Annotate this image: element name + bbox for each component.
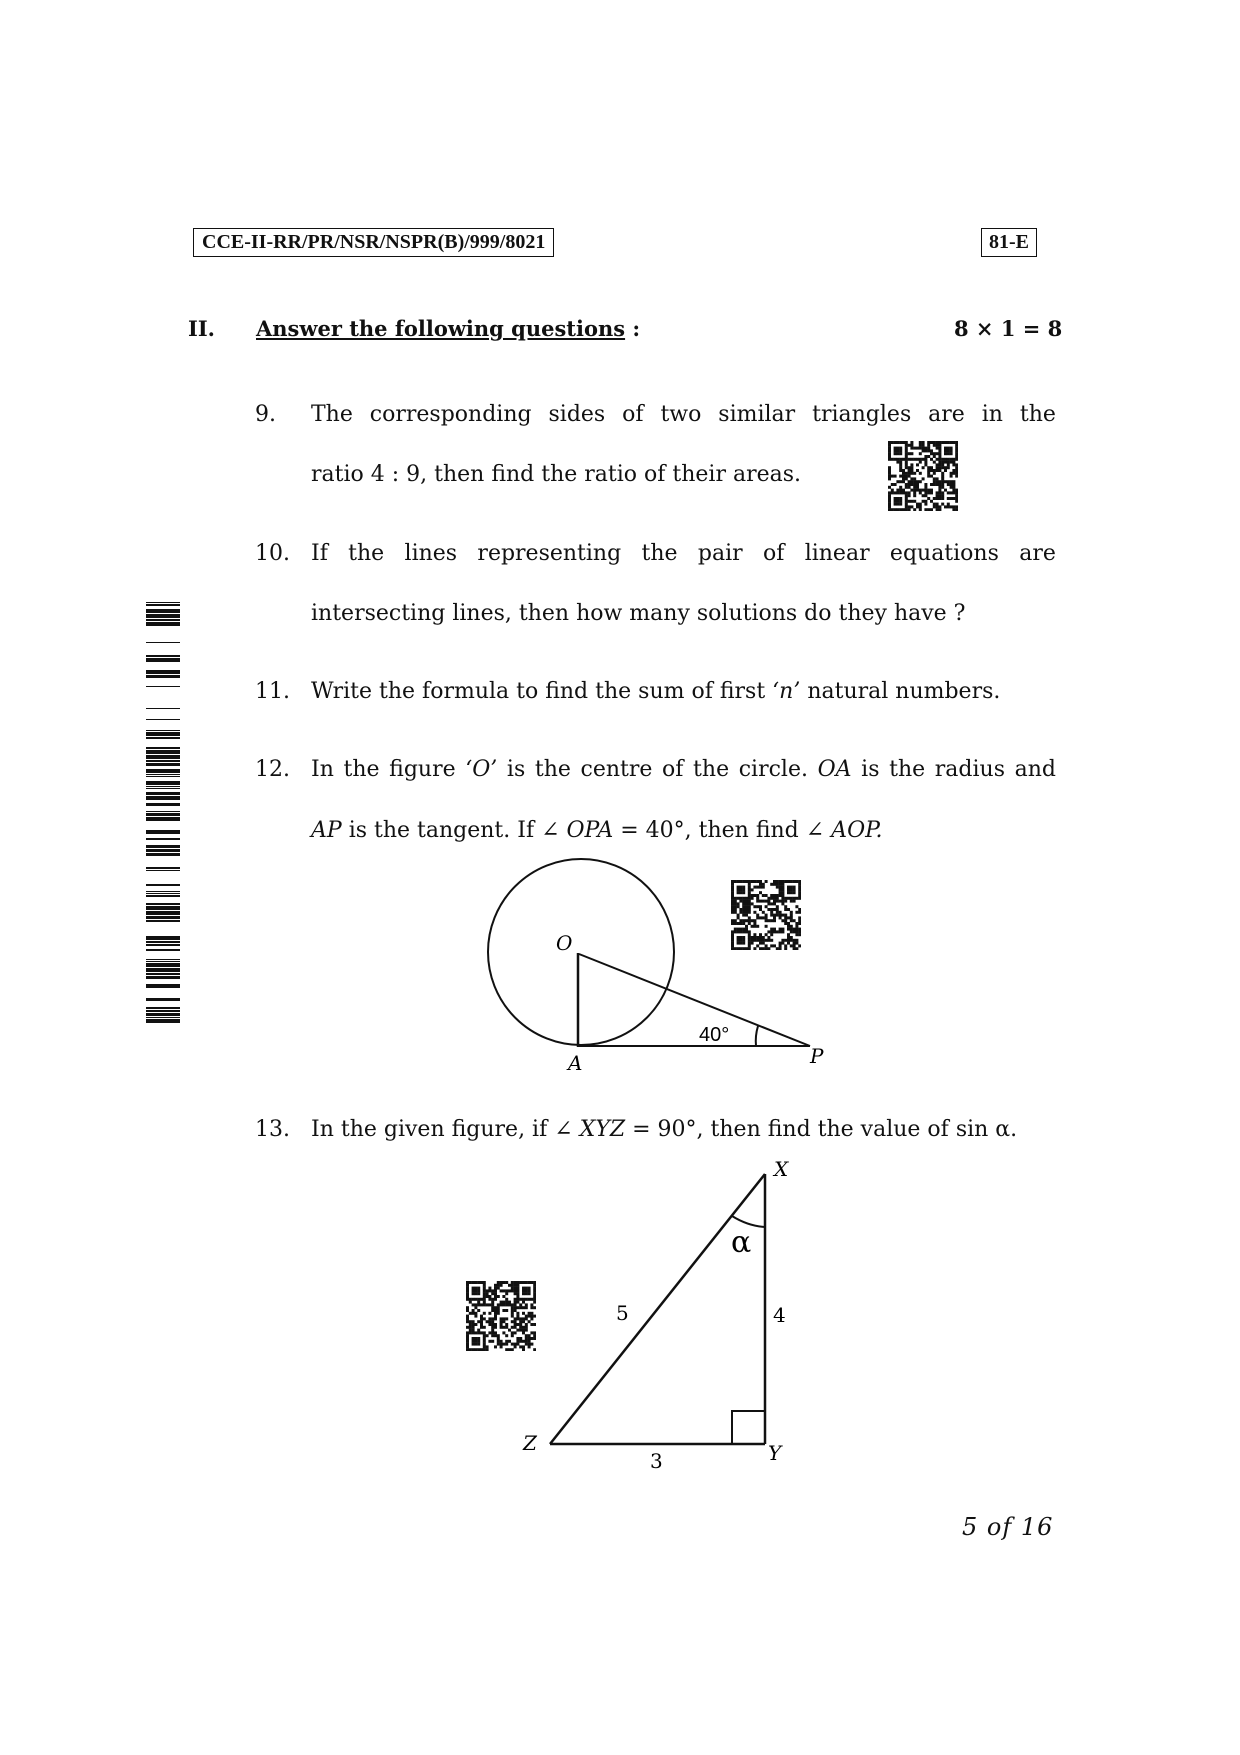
question-12-line-1 (311, 757, 1056, 782)
question-9-number: 9. (255, 402, 276, 427)
label-a: A (568, 1051, 583, 1075)
angle-label: 40° (699, 1024, 730, 1046)
question-13-text (311, 1117, 1017, 1142)
label-p: P (810, 1044, 824, 1068)
q9-word: The (311, 402, 353, 427)
q12-tangent-label: AP (311, 818, 342, 843)
question-11-text-b: natural numbers. (800, 679, 1001, 704)
paper-number: 81-E (981, 228, 1037, 257)
question-9-line-1 (311, 402, 1056, 427)
q13-text-d: = 90°, then find the value of sin α. (625, 1117, 1018, 1142)
q12-centre-label: ‘O’ (465, 757, 498, 782)
label-o: O (556, 931, 573, 955)
side-label-5: 5 (616, 1301, 629, 1325)
question-11-text-a: Write the formula to find the sum of first (311, 679, 773, 704)
q12-angle-opa: OPA (559, 818, 614, 843)
q9-word: similar (718, 402, 796, 427)
question-10-line-1 (311, 541, 1056, 566)
q12-text-b2: is the tangent. If (341, 818, 542, 843)
question-12-number: 12. (255, 757, 290, 782)
q9-word: corresponding (369, 402, 532, 427)
q10-word: equations (889, 541, 999, 566)
q13-angle-xyz: XYZ (572, 1117, 626, 1142)
barcode-bars (146, 602, 180, 1023)
question-10-line-2: intersecting lines, then how many solutions do they have ? (311, 601, 966, 626)
label-x: X (774, 1157, 789, 1181)
page-number: 5 of 16 (962, 1513, 1054, 1541)
question-10-number: 10. (255, 541, 290, 566)
circle (488, 859, 674, 1045)
section-title (256, 316, 640, 341)
q12-text-a: In the figure (311, 757, 466, 782)
qr-code-q9 (888, 441, 958, 511)
angle-symbol: ∠ (541, 818, 560, 843)
q9-word: of (622, 402, 644, 427)
q9-word: in (981, 402, 1003, 427)
question-11-text (311, 679, 1000, 704)
label-z: Z (523, 1431, 537, 1455)
qr-code-q12 (731, 880, 801, 950)
question-11-number: 11. (255, 679, 290, 704)
q10-word: representing (477, 541, 622, 566)
section-marks: 8 × 1 = 8 (954, 316, 1063, 341)
side-zx (550, 1174, 765, 1444)
q12-text-e: is the radius and (851, 757, 1056, 782)
angle-symbol: ∠ (554, 1117, 573, 1142)
label-y: Y (768, 1441, 782, 1465)
question-11-variable: ‘n’ (772, 679, 801, 704)
q10-word: the (641, 541, 678, 566)
qr-code-q13 (466, 1281, 536, 1351)
angle-arc (756, 1026, 758, 1046)
q10-word: pair (697, 541, 743, 566)
q9-word: triangles (812, 402, 912, 427)
section-number: II. (188, 316, 215, 341)
angle-symbol: ∠ (805, 818, 825, 843)
q10-word: linear (804, 541, 870, 566)
q12-angle-aop: AOP. (824, 818, 883, 843)
q12-text-c: is the centre of the circle. (497, 757, 818, 782)
section-title-text: Answer the following questions (256, 316, 626, 341)
q12-text-e2: = 40°, then find (613, 818, 806, 843)
side-barcode (146, 602, 180, 1030)
q10-word: the (348, 541, 385, 566)
q12-radius-label: OA (817, 757, 852, 782)
q9-word: sides (548, 402, 606, 427)
question-12-line-2 (311, 818, 882, 843)
q13-right-triangle-figure (510, 1150, 810, 1470)
right-angle-mark (732, 1411, 765, 1444)
q10-word: are (1019, 541, 1056, 566)
q9-word: the (1019, 402, 1056, 427)
question-paper-code: CCE-II-RR/PR/NSR/NSPR(B)/999/8021 (193, 228, 554, 257)
q13-text-a: In the given figure, if (311, 1117, 555, 1142)
section-title-colon: : (625, 316, 641, 341)
side-label-4: 4 (773, 1303, 786, 1327)
side-label-3: 3 (650, 1449, 663, 1470)
question-13-number: 13. (255, 1117, 290, 1142)
line-op (579, 954, 810, 1046)
q10-word: If (311, 541, 328, 566)
alpha-label: α (731, 1225, 752, 1260)
question-9-line-2: ratio 4 : 9, then find the ratio of their areas. (311, 462, 802, 487)
q9-word: are (928, 402, 965, 427)
q10-word: of (762, 541, 785, 566)
q10-word: lines (404, 541, 458, 566)
q9-word: two (660, 402, 702, 427)
